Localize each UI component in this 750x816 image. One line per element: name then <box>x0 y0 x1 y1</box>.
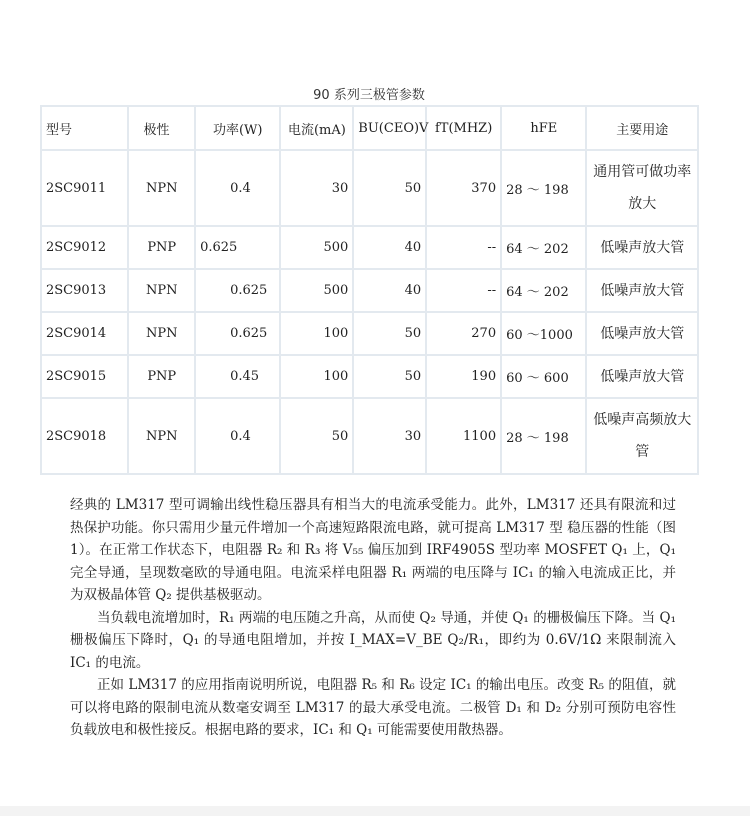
article-paragraph: 当负载电流增加时，R₁ 两端的电压随之升高，从而使 Q₂ 导通，并使 Q₁ 的栅极偏压下降。当 Q₁ 栅极偏压下降时，Q₁ 的导通电阻增加，并按 I_MAX=V_BE Q₂/R₁，即约为 0.6V/1Ω 来限制流入 IC₁ 的电流。 <box>70 609 676 671</box>
cell-ft: 1100 <box>427 399 500 473</box>
cell-main-use: 低噪声放大管 <box>587 313 697 354</box>
table-row <box>42 151 697 225</box>
cell-power: 0.625 <box>196 227 279 268</box>
cell-model: 2SC9011 <box>42 151 127 225</box>
cell-hfe: 64 ～ 202 <box>502 227 585 268</box>
cell-bu-ceo: 30 <box>354 399 425 473</box>
cell-polarity: PNP <box>129 227 194 268</box>
table-caption: 90 系列三极管参数 <box>313 88 425 103</box>
cell-bu-ceo: 50 <box>354 313 425 354</box>
table-row <box>42 270 697 311</box>
cell-main-use: 低噪声放大管 <box>587 356 697 397</box>
cell-model: 2SC9014 <box>42 313 127 354</box>
cell-current: 500 <box>281 270 352 311</box>
cell-polarity: NPN <box>129 399 194 473</box>
cell-current: 50 <box>281 399 352 473</box>
cell-ft: 370 <box>427 151 500 225</box>
cell-main-use: 低噪声放大管 <box>587 227 697 268</box>
table-row <box>42 227 697 268</box>
table-row <box>42 399 697 473</box>
cell-power: 0.625 <box>196 313 279 354</box>
cell-hfe: 28 ～ 198 <box>502 399 585 473</box>
header-main-use: 主要用途 <box>587 107 697 149</box>
cell-main-use: 低噪声放大管 <box>587 270 697 311</box>
table-header-row <box>42 107 697 149</box>
cell-polarity: NPN <box>129 313 194 354</box>
cell-ft: -- <box>427 227 500 268</box>
cell-power: 0.4 <box>196 399 279 473</box>
cell-polarity: PNP <box>129 356 194 397</box>
cell-ft: -- <box>427 270 500 311</box>
cell-polarity: NPN <box>129 270 194 311</box>
cell-ft: 270 <box>427 313 500 354</box>
cell-main-use: 低噪声高频放大管 <box>587 399 697 473</box>
cell-current: 100 <box>281 313 352 354</box>
cell-power: 0.45 <box>196 356 279 397</box>
header-polarity: 极性 <box>129 107 194 149</box>
article-paragraph: 经典的 LM317 型可调输出线性稳压器具有相当大的电流承受能力。此外，LM317 还具有限流和过热保护功能。你只需用少量元件增加一个高速短路限流电路，就可提高 LM317 型 稳压器的性能（图 1）。在正常工作状态下，电阻器 R₂ 和 R₃ 将 V₅₅ 偏压加到 IRF4905S 型功率 MOSFET Q₁ 上，Q₁ 完全导通，呈现数毫欧的导通电阻。电流采样电阻器 R₁ 两端的电压降与 IC₁ 的输入电流成正比，并为双极晶体管 Q₂ 提供基极驱动。 <box>70 497 676 603</box>
cell-model: 2SC9012 <box>42 227 127 268</box>
cell-main-use: 通用管可做功率放大 <box>587 151 697 225</box>
cell-current: 100 <box>281 356 352 397</box>
cell-hfe: 60 ～ 600 <box>502 356 585 397</box>
cell-power: 0.625 <box>196 270 279 311</box>
cell-bu-ceo: 50 <box>354 356 425 397</box>
header-ft: fT(MHZ) <box>427 107 500 149</box>
cell-current: 500 <box>281 227 352 268</box>
header-current: 电流(mA) <box>281 107 352 149</box>
header-bu-ceo: BU(CEO)V <box>354 107 425 149</box>
cell-power: 0.4 <box>196 151 279 225</box>
cell-bu-ceo: 50 <box>354 151 425 225</box>
cell-hfe: 60 ～1000 <box>502 313 585 354</box>
cell-model: 2SC9015 <box>42 356 127 397</box>
cell-bu-ceo: 40 <box>354 227 425 268</box>
cell-current: 30 <box>281 151 352 225</box>
cell-model: 2SC9013 <box>42 270 127 311</box>
cell-model: 2SC9018 <box>42 399 127 473</box>
table-row <box>42 356 697 397</box>
cell-hfe: 64 ～ 202 <box>502 270 585 311</box>
transistor-params-table <box>40 105 699 475</box>
header-model: 型号 <box>42 107 127 149</box>
bottom-strip <box>0 806 750 816</box>
header-hfe: hFE <box>502 107 585 149</box>
cell-bu-ceo: 40 <box>354 270 425 311</box>
cell-polarity: NPN <box>129 151 194 225</box>
article-paragraph: 正如 LM317 的应用指南说明所说，电阻器 R₅ 和 R₆ 设定 IC₁ 的输出电压。改变 R₅ 的阻值，就可以将电路的限制电流从数毫安调至 LM317 的最大承受电流。二极管 D₁ 和 D₂ 分别可预防电容性负载放电和极性接反。根据电路的要求，IC₁ 和 Q₁ 可能需要使用散热器。 <box>70 677 676 738</box>
header-power: 功率(W) <box>196 107 279 149</box>
table-row <box>42 313 697 354</box>
cell-ft: 190 <box>427 356 500 397</box>
cell-hfe: 28 ～ 198 <box>502 151 585 225</box>
article-body <box>70 494 676 742</box>
